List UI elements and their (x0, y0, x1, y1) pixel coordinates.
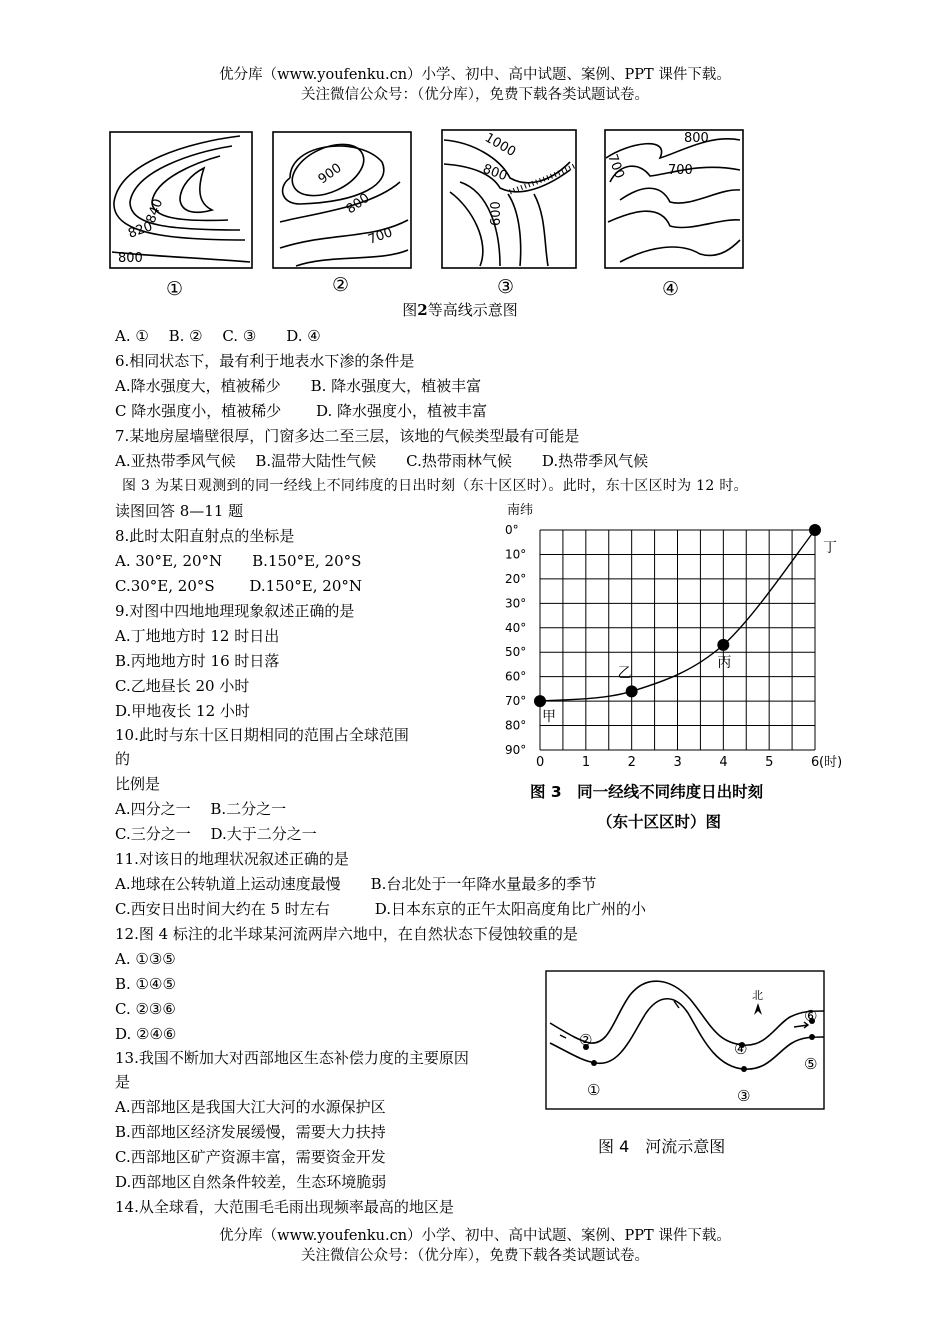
flow-mark-1 (560, 1035, 566, 1038)
panel3-label-600: 600 (489, 201, 504, 226)
q10-stem-2: 的 (115, 750, 131, 768)
q8-options-row1: A. 30°E, 20°N B.150°E, 20°S (115, 552, 362, 570)
fig3-intro: 图 3 为某日观测到的同一经线上不同纬度的日出时刻（东十区区时）。此时，东十区区时为 12 时。 (122, 478, 748, 494)
panel2-label-700: 700 (366, 225, 395, 248)
fig3-intro-b: 读图回答 8—11 题 (115, 502, 244, 520)
q11-stem: 11.对该日的地理状况叙述正确的是 (115, 850, 349, 868)
figure3-chart (495, 500, 855, 772)
q10-options-row2: C.三分之一 D.大于二分之一 (115, 825, 317, 843)
q9-stem: 9.对图中四地地理现象叙述正确的是 (115, 602, 355, 620)
y-tick-label: 0° (505, 523, 519, 537)
q10-stem: 10.此时与东十区日期相同的范围占全球范围 (115, 726, 409, 744)
site-label-5: ⑤ (804, 1055, 818, 1073)
figure2-contour-maps (100, 122, 760, 302)
y-tick-label: 30° (505, 596, 527, 611)
q13-option-b: B.西部地区经济发展缓慢，需要大力扶持 (115, 1123, 386, 1141)
q12-option-c: C. ②③⑥ (115, 1000, 176, 1018)
y-tick-label: 20° (505, 571, 527, 586)
y-tick-label: 90° (505, 743, 527, 757)
x-tick-label: 6 (811, 755, 820, 770)
y-tick-label: 10° (505, 547, 527, 562)
north-label: 北 (752, 989, 763, 1002)
x-tick-label: 3 (673, 755, 682, 770)
panel-label-3: ③ (497, 276, 515, 298)
figure2-caption: 图2等高线示意图 (402, 301, 518, 319)
y-axis-label: 南纬 (507, 503, 534, 518)
panel-label-4: ④ (662, 278, 680, 300)
panel3-label-800: 800 (480, 161, 510, 185)
panel-label-2: ② (332, 274, 350, 296)
panel2-label-900: 900 (315, 160, 345, 188)
point-丁 (809, 524, 821, 536)
q11-options-row2: C.西安日出时间大约在 5 时左右 D.日本东京的正午太阳高度角比广州的小 (115, 900, 647, 918)
panel-label-1: ① (166, 278, 184, 300)
x-tick-label: 2 (627, 755, 636, 770)
figure4-caption: 图 4 河流示意图 (598, 1137, 726, 1156)
site-label-2: ② (579, 1031, 593, 1049)
q7-stem: 7.某地房屋墙壁很厚，门窗多达二至三层，该地的气候类型最有可能是 (115, 427, 580, 445)
site-label-3: ③ (737, 1087, 751, 1105)
point-丙 (717, 639, 729, 651)
q10-stem-3: 比例是 (115, 775, 161, 793)
point-label-乙: 乙 (617, 665, 632, 682)
figure3-subtitle: （东十区区时）图 (597, 813, 722, 831)
panel1-label-840: 840 (143, 196, 167, 226)
site-label-4: ④ (734, 1040, 748, 1058)
q6-options-row2: C 降水强度小，植被稀少 D. 降水强度小，植被丰富 (115, 402, 488, 420)
q12-option-a: A. ①③⑤ (115, 950, 176, 968)
q9-option-a: A.丁地地方时 12 时日出 (115, 627, 280, 645)
q9-option-b: B.丙地地方时 16 时日落 (115, 652, 280, 670)
q6-options-row1: A.降水强度大，植被稀少 B. 降水强度大，植被丰富 (115, 377, 482, 395)
x-axis-label: (时) (819, 755, 843, 770)
figure3-caption: 图 3 同一经线不同纬度日出时刻 (530, 783, 764, 801)
q9-option-d: D.甲地夜长 12 小时 (115, 702, 250, 720)
site-label-1: ① (587, 1081, 601, 1099)
q13-stem-2: 是 (115, 1073, 131, 1091)
y-tick-label: 70° (505, 694, 527, 709)
north-arrow-icon (754, 1003, 762, 1015)
q8-options-row2: C.30°E, 20°S D.150°E, 20°N (115, 577, 363, 595)
q13-stem: 13.我国不断加大对西部地区生态补偿力度的主要原因 (115, 1049, 469, 1067)
panel4-label-800: 800 (684, 131, 709, 146)
q11-options-row1: A.地球在公转轨道上运动速度最慢 B.台北处于一年降水量最多的季节 (115, 875, 597, 893)
footer-line-1: 优分库（www.youfenku.cn）小学、初中、高中试题、案例、PPT 课件下载。 (219, 1228, 731, 1244)
figure4-river-map (540, 965, 830, 1115)
site-label-6: ⑥ (804, 1007, 818, 1025)
panel4-label-700: 700 (668, 163, 693, 178)
x-tick-label: 5 (765, 755, 774, 770)
x-tick-label: 4 (719, 755, 728, 770)
panel3-label-1000: 1000 (482, 130, 519, 161)
q12-option-d: D. ②④⑥ (115, 1025, 177, 1043)
point-label-丙: 丙 (717, 654, 732, 671)
q7-options: A.亚热带季风气候 B.温带大陆性气候 C.热带雨林气候 D.热带季风气候 (115, 452, 649, 470)
footer-line-2: 关注微信公众号：（优分库），免费下载各类试题试卷。 (301, 1248, 649, 1264)
point-label-甲: 甲 (542, 709, 556, 726)
q6-stem: 6.相同状态下，最有利于地表水下渗的条件是 (115, 352, 415, 370)
point-乙 (626, 685, 638, 697)
y-tick-label: 80° (505, 718, 527, 733)
q5-options: A. ① B. ② C. ③ D. ④ (115, 327, 321, 345)
q13-option-d: D.西部地区自然条件较差，生态环境脆弱 (115, 1173, 387, 1191)
q13-option-c: C.西部地区矿产资源丰富，需要资金开发 (115, 1148, 386, 1166)
q13-option-a: A.西部地区是我国大江大河的水源保护区 (115, 1098, 386, 1116)
q10-options-row1: A.四分之一 B.二分之一 (115, 800, 287, 818)
y-tick-label: 40° (505, 620, 527, 635)
panel1-label-800: 800 (118, 251, 143, 266)
y-tick-label: 60° (505, 669, 527, 684)
header-line-2: 关注微信公众号：（优分库），免费下载各类试题试卷。 (301, 87, 649, 103)
q14-stem: 14.从全球看，大范围毛毛雨出现频率最高的地区是 (115, 1198, 454, 1216)
q12-option-b: B. ①④⑤ (115, 975, 176, 993)
panel4-label-700-left: 700 (604, 152, 627, 181)
y-tick-label: 50° (505, 645, 527, 660)
contour-panel-1-frame (110, 132, 252, 268)
q8-stem: 8.此时太阳直射点的坐标是 (115, 527, 295, 545)
header-line-1: 优分库（www.youfenku.cn）小学、初中、高中试题、案例、PPT 课件下载。 (219, 67, 731, 83)
point-甲 (534, 695, 546, 707)
panel2-label-800: 800 (343, 190, 373, 218)
x-tick-label: 1 (581, 755, 591, 770)
panel1-label-820: 820 (126, 219, 155, 242)
point-label-丁: 丁 (823, 540, 837, 556)
q12-stem: 12.图 4 标注的北半球某河流两岸六地中，在自然状态下侵蚀较重的是 (115, 925, 578, 943)
q9-option-c: C.乙地昼长 20 小时 (115, 677, 250, 695)
x-tick-label: 0 (536, 755, 545, 770)
